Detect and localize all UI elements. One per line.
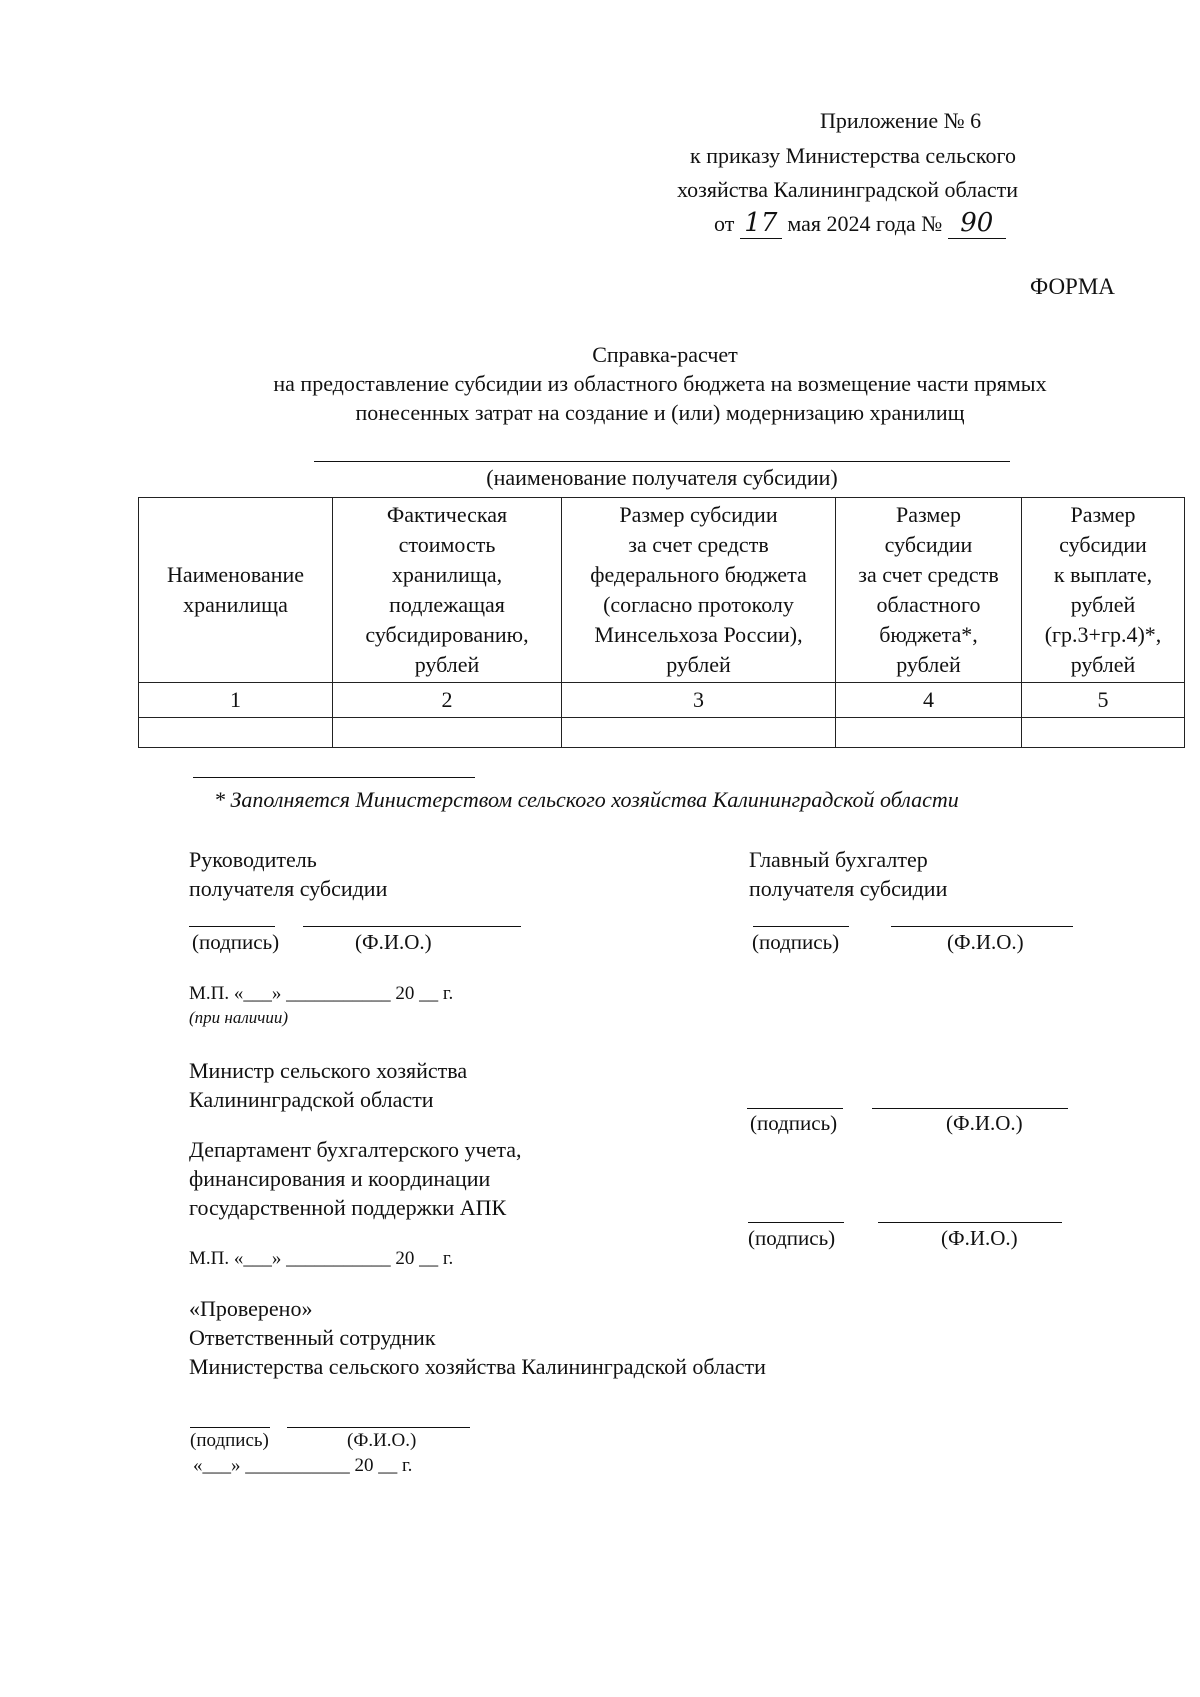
head-title-2: получателя субсидии <box>189 876 388 901</box>
column-number: 5 <box>1022 683 1185 718</box>
annex-from-label: от <box>714 211 735 236</box>
footnote: * Заполняется Министерством сельского хозяйства Калининградской области <box>214 787 959 812</box>
head-title-1: Руководитель <box>189 847 317 872</box>
annex-line-1: Приложение № 6 <box>820 108 982 133</box>
annex-line-3: хозяйства Калининградской области <box>677 177 1019 202</box>
empty-cell <box>139 718 333 748</box>
column-number: 4 <box>836 683 1022 718</box>
accountant-sign-line <box>753 926 849 927</box>
header-4-line: Размер <box>895 502 962 527</box>
accountant-fio-label: (Ф.И.О.) <box>947 930 1024 954</box>
calculation-table <box>138 497 1185 748</box>
checked-title-2: Ответственный сотрудник <box>189 1325 436 1350</box>
table-header-row <box>139 498 1185 683</box>
head-fio-line <box>303 926 521 927</box>
header-2-line: Фактическая <box>386 502 508 527</box>
title-line-3: понесенных затрат на создание и (или) модернизацию хранилищ <box>355 400 965 425</box>
header-3-line: рублей <box>666 652 731 677</box>
title-line-2: на предоставление субсидии из областного бюджета на возмещение части прямых <box>273 371 1047 396</box>
minister-sign-line <box>747 1108 843 1109</box>
annex-date-line <box>714 209 1006 239</box>
minister-fio-label: (Ф.И.О.) <box>946 1111 1023 1135</box>
stamp-note: (при наличии) <box>189 1008 289 1027</box>
head-fio-label: (Ф.И.О.) <box>355 930 432 954</box>
checked-sign-label: (подпись) <box>190 1430 269 1451</box>
header-5-line: субсидии <box>1059 532 1147 557</box>
department-fio-line <box>878 1222 1062 1223</box>
header-1-line: Наименование <box>166 562 305 587</box>
minister-fio-line <box>872 1108 1068 1109</box>
header-4-line: рублей <box>896 652 961 677</box>
checked-title-3: Министерства сельского хозяйства Калининградской области <box>189 1354 766 1379</box>
header-2-line: рублей <box>414 652 480 677</box>
empty-cell <box>333 718 562 748</box>
empty-cell <box>836 718 1022 748</box>
department-title-1: Департамент бухгалтерского учета, <box>189 1137 522 1162</box>
header-2-line: хранилища, <box>391 562 503 587</box>
accountant-title-2: получателя субсидии <box>749 876 948 901</box>
header-cell-1 <box>139 498 333 683</box>
form-label: ФОРМА <box>1030 274 1115 299</box>
minister-title-2: Калининградской области <box>189 1087 434 1112</box>
header-4-line: областного <box>876 592 981 617</box>
accountant-title-1: Главный бухгалтер <box>749 847 928 872</box>
minister-title-1: Министр сельского хозяйства <box>189 1058 468 1083</box>
annex-month-year: мая 2024 года № <box>787 211 943 236</box>
accountant-fio-line <box>891 926 1073 927</box>
header-3-line: за счет средств <box>628 532 769 557</box>
header-cell-4 <box>836 498 1022 683</box>
table-number-row <box>139 683 1185 718</box>
minister-sign-label: (подпись) <box>750 1111 838 1135</box>
department-sign-line <box>748 1222 844 1223</box>
header-cell-2 <box>333 498 562 683</box>
header-5-line: рублей <box>1070 592 1136 617</box>
column-number: 2 <box>333 683 562 718</box>
department-title-2: финансирования и координации <box>189 1166 491 1191</box>
checked-title-1: «Проверено» <box>189 1296 313 1321</box>
header-4-line: за счет средств <box>858 562 999 587</box>
stamp-date-2: М.П. «___» ___________ 20 __ г. <box>189 1248 454 1269</box>
recipient-line <box>314 461 1010 462</box>
column-number: 3 <box>562 683 836 718</box>
header-5-line: Размер <box>1070 502 1136 527</box>
title-line-1: Справка-расчет <box>592 342 738 367</box>
header-2-line: субсидированию, <box>365 622 529 647</box>
header-1-line: хранилища <box>183 592 288 617</box>
checked-date: «___» ___________ 20 __ г. <box>193 1455 413 1476</box>
checked-sign-line <box>190 1427 270 1428</box>
department-sign-label: (подпись) <box>748 1226 836 1250</box>
header-5-line: рублей <box>1070 652 1136 677</box>
empty-cell <box>562 718 836 748</box>
head-sign-label: (подпись) <box>192 930 280 954</box>
header-3-line: федерального бюджета <box>590 562 807 587</box>
header-cell-3 <box>562 498 836 683</box>
header-4-line: бюджета*, <box>879 622 978 647</box>
checked-fio-line <box>287 1427 470 1428</box>
header-cell-5 <box>1022 498 1185 683</box>
annex-number: 90 <box>948 209 1006 239</box>
department-fio-label: (Ф.И.О.) <box>941 1226 1018 1250</box>
department-title-3: государственной поддержки АПК <box>189 1195 507 1220</box>
header-3-line: Минсельхоза России), <box>594 622 803 647</box>
annex-line-2: к приказу Министерства сельского <box>690 143 1016 168</box>
header-3-line: (согласно протоколу <box>603 592 794 617</box>
header-2-line: подлежащая <box>389 592 505 617</box>
stamp-date-1: М.П. «___» ___________ 20 __ г. <box>189 983 454 1004</box>
header-2-line: стоимость <box>398 532 496 557</box>
table-empty-row <box>139 718 1185 748</box>
footnote-separator <box>193 777 475 778</box>
header-5-line: (гр.3+гр.4)*, <box>1044 622 1162 647</box>
header-5-line: к выплате, <box>1053 562 1153 587</box>
empty-cell <box>1022 718 1185 748</box>
header-3-line: Размер субсидии <box>619 502 778 527</box>
recipient-caption: (наименование получателя субсидии) <box>486 465 838 490</box>
checked-fio-label: (Ф.И.О.) <box>347 1430 417 1451</box>
head-sign-line <box>189 926 275 927</box>
annex-day: 17 <box>740 209 782 239</box>
column-number: 1 <box>139 683 333 718</box>
header-4-line: субсидии <box>884 532 973 557</box>
accountant-sign-label: (подпись) <box>752 930 840 954</box>
